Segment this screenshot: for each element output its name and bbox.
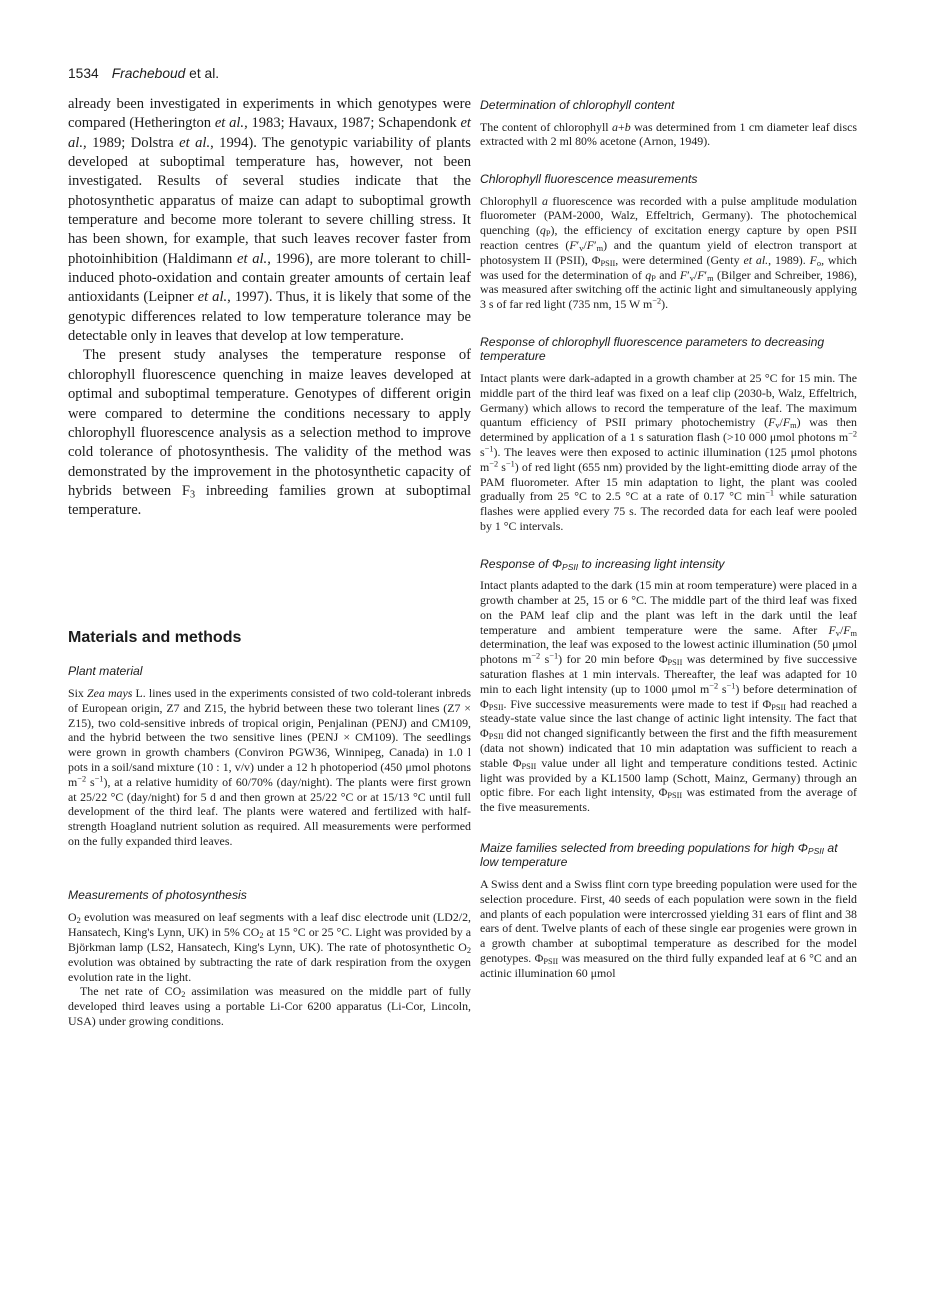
- paragraph-plant-material: Six Zea mays L. lines used in the experiments consisted of two cold-tolerant inbreds of European origin, Z7 and Z15, the hybrid between these two tolerant lines (Z7 × Z15), two cold-sensitive inbreds of tropical origin, Penjalinan (PENJ) and CM109, and the hybrid between the two sensitive lines (PENJ × CM109). The seedlings were grown in growth chambers (Conviron PGW36, Winnipeg, Canada) in 1.0 l pots in a soil/sand mixture (10 : 1, v/v) under a 12 h photoperiod (450 μmol photons $m^{-2}$ $s^{-1}$), at a relative humidity of 60/70% (day/night). The plants were first grown at 25/22 °C (day/night) for 5 d and then grown at 25/22 °C or at 15/13 °C until full development of the third leaf. The plants were watered and fertilized with half-strength Hoagland nutrient solution as required. All measurements were performed on the fully expanded third leaves.: [68, 686, 471, 849]
- subsection-heading-fluorescence-decreasing-temperature: Response of chlorophyll fluorescence parameters to decreasing temperature: [480, 334, 825, 364]
- page-header: [68, 66, 857, 82]
- subsection-heading-phipsii-light-intensity: Response of $\Phi_{PSII}$ to increasing light intensity: [480, 556, 725, 572]
- left-column: [68, 95, 471, 1029]
- page-content: [68, 66, 857, 1029]
- paragraph-maize-families: A Swiss dent and a Swiss flint corn type breeding population were used for the selection procedure. First, 40 seeds of each population were sown in the field and plants of each population were intercrossed yielding 31 ears of flint and 38 ears of dent. Twelve plants of each of these single ear progenies were grown in a growth chamber at suboptimal temperature as described for the model genotypes. $\Phi_{PSII}$ was measured on the third fully expanded leaf at 6 °C and an actinic illumination 60 μmol: [480, 876, 857, 980]
- subsection-heading-measurements-of-photosynthesis: Measurements of photosynthesis: [68, 887, 247, 902]
- page-number: 1534: [68, 66, 99, 81]
- subsection-heading-maize-families: Maize families selected from breeding populations for high $\Phi_{PSII}$ at low temperature: [480, 840, 838, 870]
- subsection-heading-plant-material: Plant material: [68, 663, 143, 678]
- paragraph-fluorescence-measurements: Chlorophyll a fluorescence was recorded with a pulse amplitude modulation fluorometer (PAM-2000, Walz, Effeltrich, Germany). The photochemical quenching $(q_P)$, the efficiency of excitation energy capture by open PSII reaction centres $(F'_v/F'_m)$ and the quantum yield of electron transport at photosystem II (PSII), $\Phi_{PSII}$, were determined (Genty et al., 1989). $F_o$, which was used for the determination of $q_P$ and $F'_v/F'_m$ (Bilger and Schreiber, 1986), was measured after switching off the actinic light and simultaneously applying 3 s of far red light (735 nm, 15 W $m^{-2}$).: [480, 193, 857, 312]
- paragraph-co2-assimilation: The net rate of $CO_2$ assimilation was measured on the middle part of fully developed third leaves using a portable Li-Cor 6200 apparatus (Li-Cor, Lincoln, USA) under growing conditions.: [68, 984, 471, 1028]
- section-heading-materials-and-methods: Materials and methods: [68, 628, 242, 646]
- right-column: [480, 95, 857, 981]
- paragraph-fluorescence-decreasing-temperature: Intact plants were dark-adapted in a growth chamber at 25 °C for 15 min. The middle part of the third leaf was fixed on a leaf clip (2030-b, Walz, Effeltrich, Germany) which allows to record the temperature of the leaf. The maximum quantum efficiency of PSII primary photochemistry $(F_v/F_m)$ was then determined by application of a 1 s saturation flash (>10 000 μmol photons $m^{-2}$ $s^{-1}$). The leaves were then exposed to actinic illumination (125 μmol photons $m^{-2}$ $s^{-1}$) of red light (655 nm) provided by the light-emitting diode array of the PAM fluorometer. After 15 min adaptation to light, the plant was cooled gradually from 25 °C to 2.5 °C at a rate of 0.17 °C $\min^{-1}$ while saturation flashes were applied every 75 s. The recorded data for each leaf were pooled by 1 °C intervals.: [480, 370, 857, 533]
- paragraph-chlorophyll-content: The content of chlorophyll a+b was determined from 1 cm diameter leaf discs extracted with 2 ml 80% acetone (Arnon, 1949).: [480, 119, 857, 149]
- subsection-heading-chlorophyll-content: Determination of chlorophyll content: [480, 98, 675, 112]
- two-column-layout: [68, 95, 857, 1029]
- paragraph-o2-evolution: $O_2$ evolution was measured on leaf segments with a leaf disc electrode unit (LD2/2, Hansatech, King's Lynn, UK) in 5% $CO_2$ at 15 °C or 25 °C. Light was provided by a Björkman lamp (LS2, Hansatech, King's Lynn, UK). The rate of photosynthetic $O_2$ evolution was obtained by subtracting the rate of dark respiration from the oxygen evolution rate in the light.: [68, 910, 471, 984]
- intro-paragraph-1: already been investigated in experiments in which genotypes were compared (Hetherington et al., 1983; Havaux, 1987; Schapendonk et al., 1989; Dolstra et al., 1994). The genotypic variability of plants developed at suboptimal temperature has, however, not been investigated. Results of several studies indicate that the photosynthetic apparatus of maize can adapt to suboptimal growth temperature and become more tolerant to severe chilling stress. It has been shown, for example, that such leaves recover faster from photoinhibition (Haldimann et al., 1996), are more tolerant to chill-induced photo-oxidation and contain greater amounts of certain leaf antioxidants (Leipner et al., 1997). Thus, it is likely that some of the genotypic differences related to low temperature tolerance may be detectable only in leaves that develop at low temperature.: [68, 96, 471, 345]
- subsection-heading-fluorescence-measurements: Chlorophyll fluorescence measurements: [480, 172, 698, 187]
- paragraph-phipsii-light-intensity: Intact plants adapted to the dark (15 min at room temperature) were placed in a growth chamber at 25, 15 or 6 °C. The middle part of the third leaf was fixed on the PAM leaf clip and the plant was left in the dark until the leaf temperature and ambient temperature were the same. After $F_v/F_m$ determination, the leaf was exposed to the lowest actinic illumination (50 μmol photons $m^{-2}$ $s^{-1}$) for 20 min before $\Phi_{PSII}$ was determined by five successive saturation flashes at 1 min intervals. Thereafter, the leaf was adapted for 10 min to each light intensity (up to 1000 μmol $m^{-2}$ $s^{-1}$) before determination of $\Phi_{PSII}$. Five successive measurements were made to test if $\Phi_{PSII}$ had reached a steady-state value since the last change of actinic light intensity. The fact that $\Phi_{PSII}$ did not changed significantly between the first and the fifth measurement (data not shown) indicated that 10 min adaptation was sufficient to reach a stable $\Phi_{PSII}$ value under all light and temperature conditions tested. Actinic light was provided by a KL1500 lamp (Schott, Mainz, Germany) through an optic fibre. For each light intensity, $\Phi_{PSII}$ was estimated from the average of the five measurements.: [480, 578, 858, 815]
- running-title: Fracheboud et al.: [111, 66, 220, 81]
- intro-paragraph-2: The present study analyses the temperature response of chlorophyll fluorescence quenching in maize leaves developed at optimal and suboptimal temperature. Genotypes of different origin were compared to determine the conditions necessary to apply chlorophyll fluorescence analysis as a selection method to improve cold tolerance of photosynthesis. The validity of the method was demonstrated by the improvement in the photosynthetic capacity of hybrids between $F_3$ inbreeding families grown at suboptimal temperature.: [68, 347, 471, 519]
